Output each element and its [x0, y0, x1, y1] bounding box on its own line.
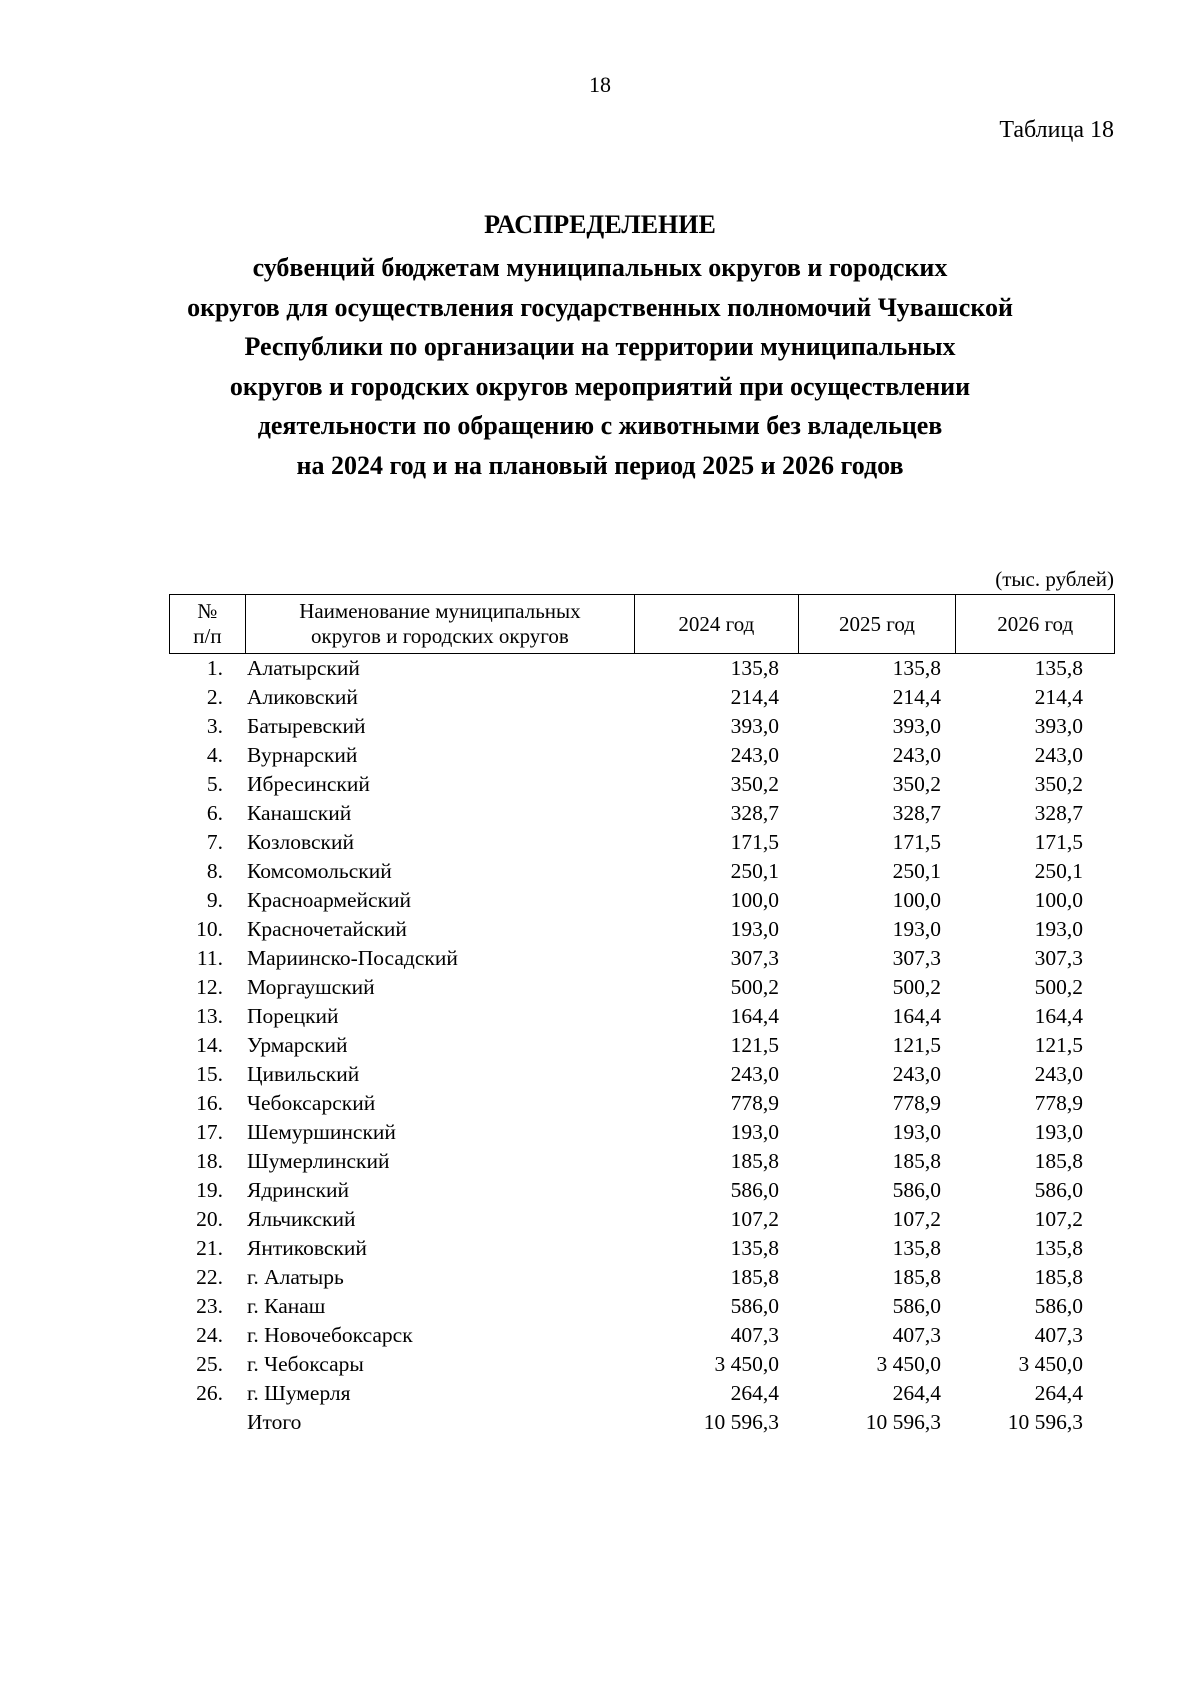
units-note: (тыс. рублей) [995, 567, 1114, 591]
subtitle-line: округов для осуществления государственных полномочий Чувашской [187, 292, 1013, 322]
row-value-2026: 243,0 [1034, 1062, 1083, 1086]
row-number: 6. [206, 801, 223, 825]
row-value-2024: 193,0 [730, 917, 779, 941]
row-number: 9. [206, 888, 223, 912]
row-value-2025: 10 596,3 [865, 1410, 941, 1434]
row-number: 2. [206, 685, 223, 709]
row-value-2026: 407,3 [1034, 1323, 1083, 1347]
row-value-2026: 586,0 [1034, 1294, 1083, 1318]
header-name-line1: Наименование муниципальных [299, 599, 581, 623]
row-number: 10. [196, 917, 223, 941]
row-name: Моргаушский [247, 975, 375, 999]
table-row [169, 1350, 1115, 1379]
row-number: 25. [196, 1352, 223, 1376]
row-value-2024: 10 596,3 [703, 1410, 779, 1434]
row-value-2026: 350,2 [1034, 772, 1083, 796]
row-value-2025: 214,4 [892, 685, 941, 709]
row-number: 15. [196, 1062, 223, 1086]
row-name: Мариинско-Посадский [247, 946, 458, 970]
row-value-2024: 307,3 [730, 946, 779, 970]
table-label: Таблица 18 [999, 117, 1114, 143]
row-value-2024: 214,4 [730, 685, 779, 709]
row-name: Батыревский [247, 714, 366, 738]
row-value-2024: 193,0 [730, 1120, 779, 1144]
row-value-2024: 350,2 [730, 772, 779, 796]
table-row [169, 1089, 1115, 1118]
row-name: Ибресинский [247, 772, 370, 796]
row-name: Порецкий [247, 1004, 339, 1028]
table-row [169, 1060, 1115, 1089]
row-number: 14. [196, 1033, 223, 1057]
row-number: 8. [206, 859, 223, 883]
row-name: г. Шумерля [247, 1381, 351, 1405]
row-name: Красноармейский [247, 888, 412, 912]
row-value-2024: 264,4 [730, 1381, 779, 1405]
table-row [169, 1234, 1115, 1263]
row-number: 20. [196, 1207, 223, 1231]
row-value-2026: 135,8 [1034, 1236, 1083, 1260]
header-name-line2: округов и городских округов [311, 624, 569, 648]
table-row [169, 1292, 1115, 1321]
row-name: г. Алатырь [247, 1265, 344, 1289]
table-row [169, 712, 1115, 741]
row-name: Шумерлинский [247, 1149, 390, 1173]
row-value-2025: 328,7 [892, 801, 941, 825]
row-value-2026: 193,0 [1034, 917, 1083, 941]
row-value-2026: 3 450,0 [1018, 1352, 1083, 1376]
row-value-2026: 171,5 [1034, 830, 1083, 854]
row-value-2024: 250,1 [730, 859, 779, 883]
row-number: 19. [196, 1178, 223, 1202]
row-number: 4. [206, 743, 223, 767]
row-value-2024: 500,2 [730, 975, 779, 999]
row-name: Канашский [247, 801, 352, 825]
row-value-2024: 171,5 [730, 830, 779, 854]
row-value-2026: 778,9 [1034, 1091, 1083, 1115]
table-row [169, 1031, 1115, 1060]
row-value-2025: 393,0 [892, 714, 941, 738]
table-row [169, 741, 1115, 770]
row-name: г. Канаш [247, 1294, 326, 1318]
row-value-2026: 107,2 [1034, 1207, 1083, 1231]
row-name: г. Новочебоксарск [247, 1323, 413, 1347]
row-number: 23. [196, 1294, 223, 1318]
row-value-2024: 3 450,0 [714, 1352, 779, 1376]
row-value-2025: 407,3 [892, 1323, 941, 1347]
row-value-2026: 10 596,3 [1007, 1410, 1083, 1434]
row-number: 21. [196, 1236, 223, 1260]
row-value-2025: 193,0 [892, 917, 941, 941]
row-value-2026: 586,0 [1034, 1178, 1083, 1202]
row-number [169, 1408, 245, 1437]
row-value-2024: 586,0 [730, 1294, 779, 1318]
row-value-2025: 778,9 [892, 1091, 941, 1115]
row-value-2025: 243,0 [892, 743, 941, 767]
subtitle-line: деятельности по обращению с животными без владельцев [257, 411, 943, 440]
row-name: Шемуршинский [247, 1120, 396, 1144]
table-body [169, 654, 1115, 1437]
row-value-2024: 778,9 [730, 1091, 779, 1115]
table-row [169, 799, 1115, 828]
row-value-2026: 135,8 [1034, 656, 1083, 680]
row-value-2025: 250,1 [892, 859, 941, 883]
row-value-2025: 100,0 [892, 888, 941, 912]
row-value-2025: 107,2 [892, 1207, 941, 1231]
row-number: 12. [196, 975, 223, 999]
row-number: 26. [196, 1381, 223, 1405]
row-value-2025: 164,4 [892, 1004, 941, 1028]
row-name: Янтиковский [247, 1236, 367, 1260]
header-name [246, 595, 635, 653]
row-value-2025: 193,0 [892, 1120, 941, 1144]
row-value-2025: 350,2 [892, 772, 941, 796]
row-name: Чебоксарский [247, 1091, 376, 1115]
document-title: РАСПРЕДЕЛЕНИЕ [484, 210, 716, 239]
table-row [169, 1176, 1115, 1205]
table-row [169, 1408, 1115, 1437]
table-row [169, 1118, 1115, 1147]
row-name: Ядринский [247, 1178, 350, 1202]
row-value-2024: 185,8 [730, 1149, 779, 1173]
row-number: 16. [196, 1091, 223, 1115]
row-value-2025: 500,2 [892, 975, 941, 999]
row-number: 3. [206, 714, 223, 738]
table-row [169, 915, 1115, 944]
table-row [169, 1147, 1115, 1176]
row-value-2024: 135,8 [730, 656, 779, 680]
row-value-2025: 264,4 [892, 1381, 941, 1405]
row-value-2025: 586,0 [892, 1294, 941, 1318]
header-number [170, 595, 246, 653]
row-value-2026: 100,0 [1034, 888, 1083, 912]
table-row [169, 973, 1115, 1002]
row-value-2025: 135,8 [892, 656, 941, 680]
row-name: Урмарский [247, 1033, 348, 1057]
row-value-2025: 243,0 [892, 1062, 941, 1086]
row-number: 24. [196, 1323, 223, 1347]
row-value-2026: 193,0 [1034, 1120, 1083, 1144]
row-number: 11. [196, 946, 223, 970]
row-value-2026: 185,8 [1034, 1265, 1083, 1289]
row-value-2026: 243,0 [1034, 743, 1083, 767]
row-name: Цивильский [247, 1062, 360, 1086]
table-row [169, 1002, 1115, 1031]
table-row [169, 1205, 1115, 1234]
row-value-2024: 586,0 [730, 1178, 779, 1202]
row-number: 18. [196, 1149, 223, 1173]
table-row [169, 1263, 1115, 1292]
row-value-2024: 107,2 [730, 1207, 779, 1231]
table-row [169, 857, 1115, 886]
row-name: Козловский [247, 830, 355, 854]
row-value-2026: 307,3 [1034, 946, 1083, 970]
row-value-2025: 171,5 [892, 830, 941, 854]
row-value-2025: 3 450,0 [876, 1352, 941, 1376]
row-name: Вурнарский [247, 743, 358, 767]
row-name: Аликовский [247, 685, 358, 709]
page-number: 18 [589, 72, 611, 97]
table-row [169, 944, 1115, 973]
row-value-2026: 328,7 [1034, 801, 1083, 825]
row-value-2024: 100,0 [730, 888, 779, 912]
row-number: 13. [196, 1004, 223, 1028]
row-value-2024: 393,0 [730, 714, 779, 738]
row-value-2026: 250,1 [1034, 859, 1083, 883]
row-value-2024: 164,4 [730, 1004, 779, 1028]
row-value-2024: 135,8 [730, 1236, 779, 1260]
header-number-line1: № [197, 599, 218, 623]
header-number-line2: п/п [193, 624, 222, 648]
row-value-2024: 243,0 [730, 1062, 779, 1086]
table-row [169, 683, 1115, 712]
document-subtitle [0, 248, 1200, 485]
row-name: Яльчикский [247, 1207, 356, 1231]
row-value-2025: 185,8 [892, 1149, 941, 1173]
row-value-2026: 164,4 [1034, 1004, 1083, 1028]
row-value-2025: 185,8 [892, 1265, 941, 1289]
row-value-2024: 407,3 [730, 1323, 779, 1347]
row-number: 7. [206, 830, 223, 854]
row-value-2024: 328,7 [730, 801, 779, 825]
row-name: Итого [247, 1410, 302, 1434]
row-value-2026: 500,2 [1034, 975, 1083, 999]
row-value-2025: 307,3 [892, 946, 941, 970]
row-number: 22. [196, 1265, 223, 1289]
row-value-2024: 243,0 [730, 743, 779, 767]
row-value-2025: 135,8 [892, 1236, 941, 1260]
header-2024: 2024 год [635, 595, 799, 653]
row-value-2026: 121,5 [1034, 1033, 1083, 1057]
row-name: Комсомольский [247, 859, 392, 883]
row-value-2026: 393,0 [1034, 714, 1083, 738]
table-row [169, 654, 1115, 683]
subtitle-line: на 2024 год и на плановый период 2025 и 2026 годов [296, 450, 904, 480]
header-2026: 2026 год [997, 611, 1074, 636]
subtitle-line: Республики по организации на территории муниципальных [244, 332, 956, 361]
table-row [169, 828, 1115, 857]
header-2025: 2025 год [799, 595, 957, 653]
row-value-2026: 264,4 [1034, 1381, 1083, 1405]
row-value-2024: 121,5 [730, 1033, 779, 1057]
table-header [169, 594, 1115, 654]
row-value-2026: 214,4 [1034, 685, 1083, 709]
row-value-2025: 586,0 [892, 1178, 941, 1202]
table-row [169, 1321, 1115, 1350]
row-number: 5. [206, 772, 223, 796]
row-number: 1. [206, 656, 223, 680]
row-name: Красночетайский [247, 917, 407, 941]
row-value-2025: 121,5 [892, 1033, 941, 1057]
row-name: Алатырский [247, 656, 360, 680]
row-value-2026: 185,8 [1034, 1149, 1083, 1173]
subtitle-line: округов и городских округов мероприятий при осуществлении [229, 371, 971, 401]
subtitle-line: субвенций бюджетам муниципальных округов и городских [252, 253, 948, 282]
table-row [169, 770, 1115, 799]
table-row [169, 1379, 1115, 1408]
row-number: 17. [196, 1120, 223, 1144]
row-value-2024: 185,8 [730, 1265, 779, 1289]
row-name: г. Чебоксары [247, 1352, 364, 1376]
table-row [169, 886, 1115, 915]
